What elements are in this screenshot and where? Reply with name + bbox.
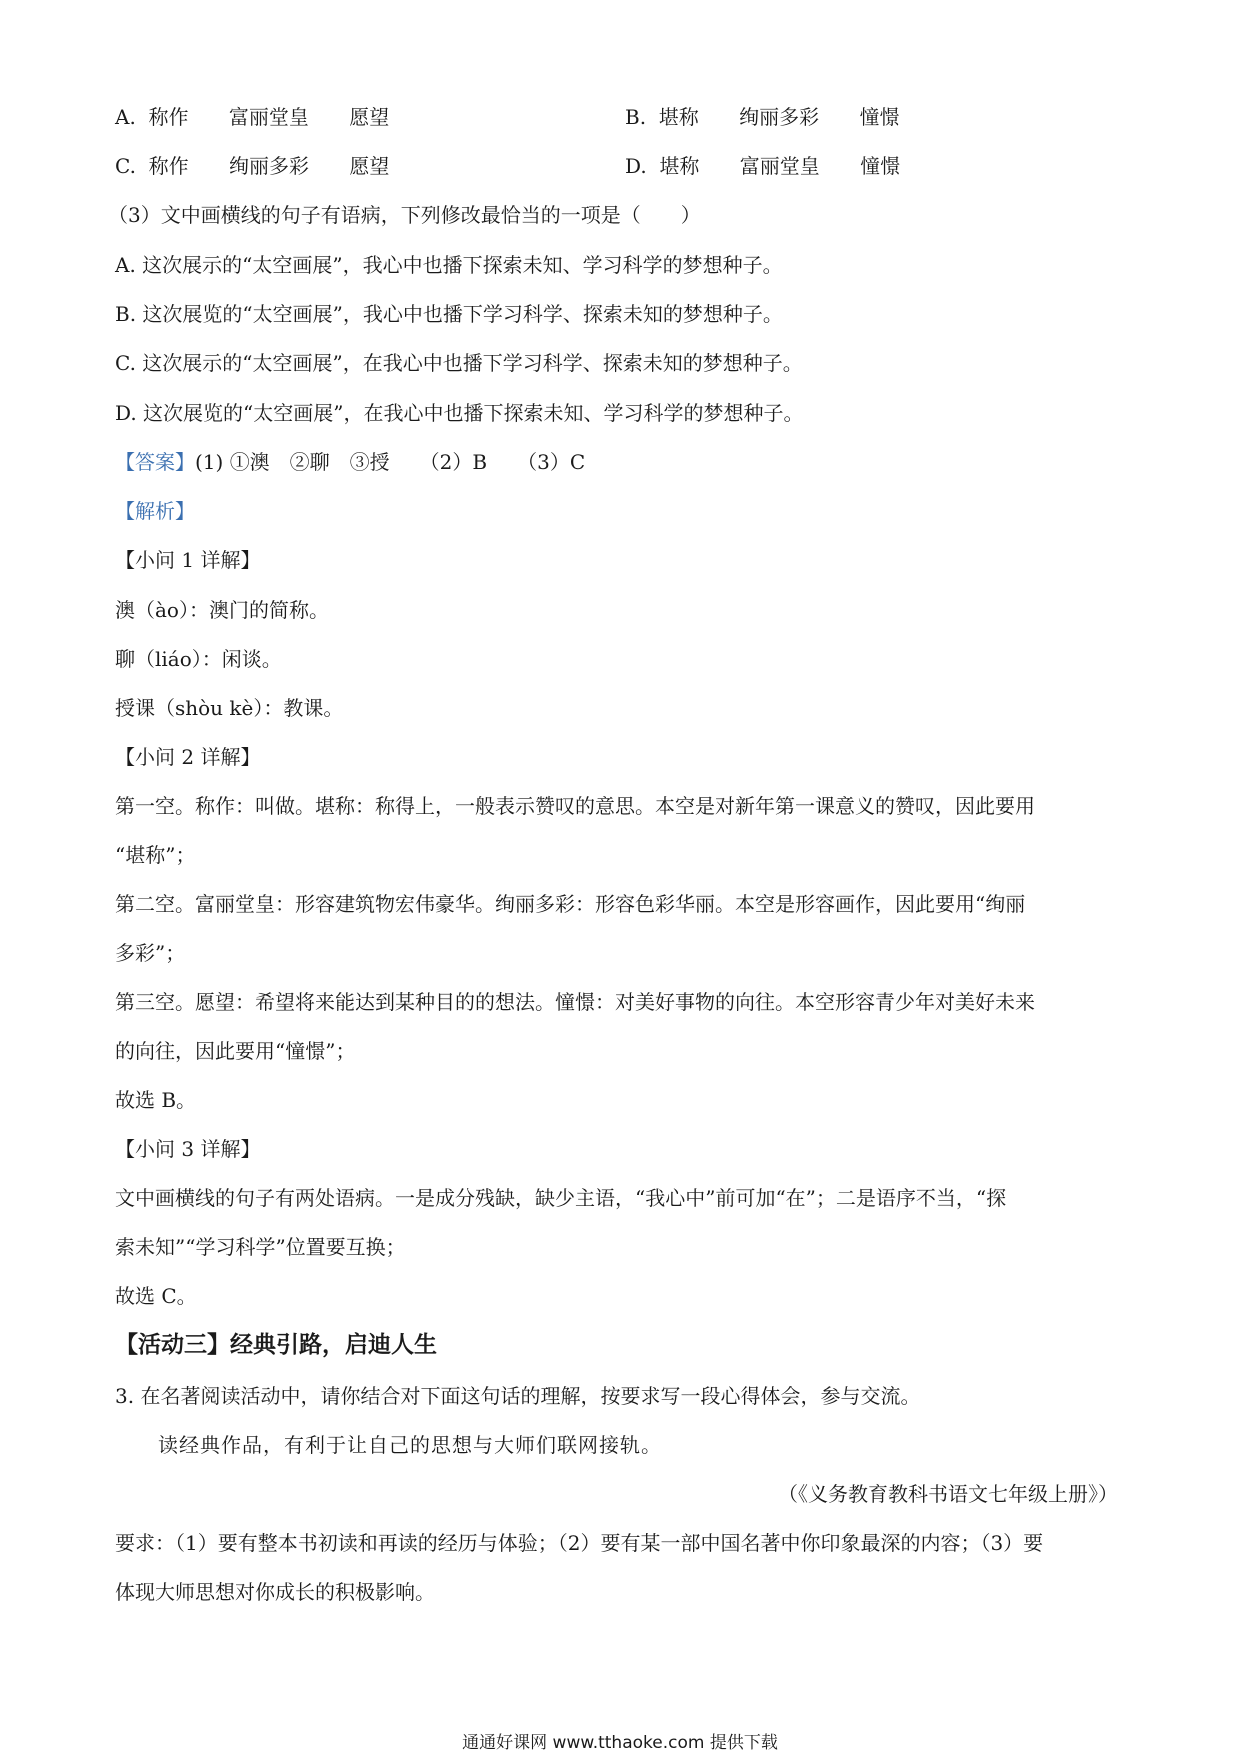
sub3-line: 故选 C。	[115, 1284, 197, 1308]
sub1-line: 澳（ào）：澳门的简称。	[115, 598, 329, 622]
option-word: 堪称	[659, 154, 700, 178]
sub2-line: “堪称”；	[115, 843, 196, 867]
q3-stem: （3）文中画横线的句子有语病，下列修改最恰当的一项是（ ）	[108, 203, 701, 227]
analysis-label: 【解析】	[115, 499, 195, 523]
option-letter: B.	[625, 105, 647, 129]
sub2-line: 第一空。称作：叫做。堪称：称得上，一般表示赞叹的意思。本空是对新年第一课意义的赞叹，因此要用	[115, 794, 1035, 818]
option-word: 富丽堂皇	[739, 154, 820, 178]
sub2-line: 多彩”；	[115, 941, 186, 965]
option-d	[625, 151, 900, 181]
option-word: 堪称	[658, 105, 699, 129]
option-word: 憧憬	[860, 154, 901, 178]
option-word: 绚丽多彩	[229, 154, 310, 178]
answer-label: 【答案】	[115, 450, 195, 474]
sub3-title: 【小问 3 详解】	[115, 1137, 261, 1161]
q3-option-d: D. 这次展览的“太空画展”，在我心中也播下探索未知、学习科学的梦想种子。	[115, 401, 804, 425]
activity3-heading: 【活动三】经典引路，启迪人生	[115, 1331, 437, 1358]
option-letter: A.	[115, 105, 136, 129]
option-word: 称作	[148, 154, 189, 178]
option-word: 绚丽多彩	[739, 105, 820, 129]
q3-option-a: A. 这次展示的“太空画展”，我心中也播下探索未知、学习科学的梦想种子。	[115, 253, 783, 277]
sub1-line: 授课（shòu kè）：教课。	[115, 696, 344, 720]
sub1-title: 【小问 1 详解】	[115, 548, 261, 572]
option-word: 憧憬	[859, 105, 900, 129]
option-word: 富丽堂皇	[228, 105, 309, 129]
sub2-line: 第二空。富丽堂皇：形容建筑物宏伟豪华。绚丽多彩：形容色彩华丽。本空是形容画作，因此要用“绚丽	[115, 892, 1026, 916]
option-word: 愿望	[349, 154, 390, 178]
activity3-question: 3. 在名著阅读活动中，请你结合对下面这句话的理解，按要求写一段心得体会，参与交流。	[115, 1384, 921, 1408]
option-a	[115, 102, 389, 132]
option-letter: C.	[115, 154, 136, 178]
option-word: 称作	[148, 105, 189, 129]
sub2-line: 的向往，因此要用“憧憬”；	[115, 1039, 356, 1063]
activity3-requirement: 要求：（1）要有整本书初读和再读的经历与体验；（2）要有某一部中国名著中你印象最深的内容；（3）要	[115, 1531, 1044, 1555]
sub3-line: 索未知”“学习科学”位置要互换；	[115, 1235, 406, 1259]
option-b	[625, 102, 900, 132]
option-word: 愿望	[349, 105, 390, 129]
footer-download-note: 通通好课网 www.tthaoke.com 提供下载	[462, 1733, 778, 1753]
option-c	[115, 151, 389, 181]
activity3-source: （《义务教育教科书语文七年级上册》）	[778, 1482, 1118, 1506]
activity3-requirement: 体现大师思想对你成长的积极影响。	[115, 1580, 435, 1604]
sub2-title: 【小问 2 详解】	[115, 745, 261, 769]
sub2-line: 故选 B。	[115, 1088, 197, 1112]
answer-text: (1) ①澳 ②聊 ③授 （2）B （3）C	[195, 450, 586, 474]
answer-line	[115, 447, 585, 477]
activity3-quote: 读经典作品，有利于让自己的思想与大师们联网接轨。	[158, 1433, 662, 1457]
q3-option-b: B. 这次展览的“太空画展”，我心中也播下学习科学、探索未知的梦想种子。	[115, 302, 783, 326]
sub2-line: 第三空。愿望：希望将来能达到某种目的的想法。憧憬：对美好事物的向往。本空形容青少年对美好未来	[115, 990, 1035, 1014]
option-letter: D.	[625, 154, 647, 178]
q3-option-c: C. 这次展示的“太空画展”，在我心中也播下学习科学、探索未知的梦想种子。	[115, 351, 803, 375]
sub3-line: 文中画横线的句子有两处语病。一是成分残缺，缺少主语，“我心中”前可加“在”；二是语序不当，“探	[115, 1186, 1007, 1210]
sub1-line: 聊（liáo）：闲谈。	[115, 647, 282, 671]
